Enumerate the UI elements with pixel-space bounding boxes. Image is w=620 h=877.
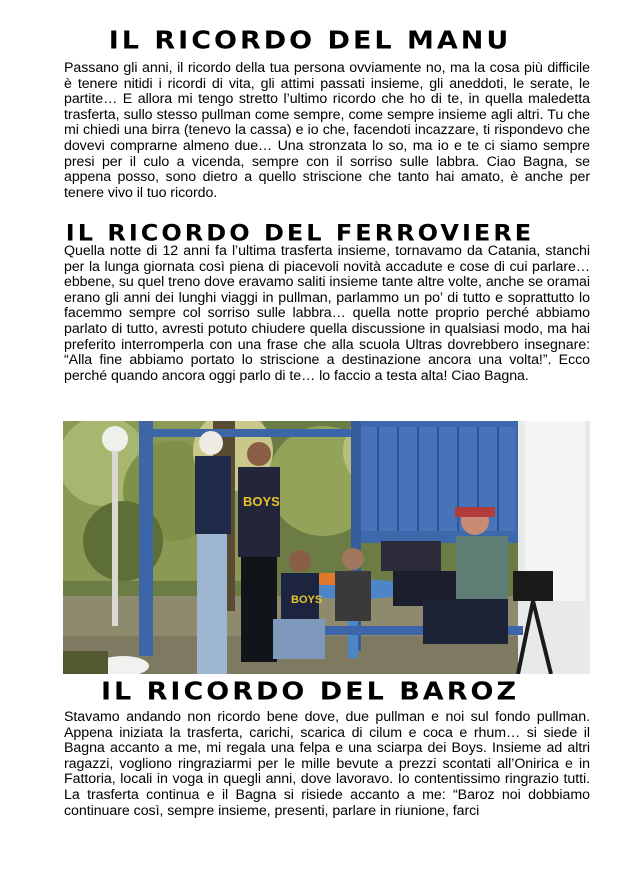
section-heading-baroz: IL RICORDO DEL BAROZ [100, 677, 520, 706]
shirt-logo-2: BOYS [291, 594, 323, 606]
group-photo [63, 421, 590, 674]
section-heading-ferroviere: IL RICORDO DEL FERROVIERE [65, 220, 535, 246]
section-text-manu: Passano gli anni, il ricordo della tua persona ovviamente no, ma la cosa più difficile è tenere nitidi i ricordi di vita, gli attimi passati insieme, gli aneddoti, le serate, le partite… E allora mi tengo stretto l’ultimo ricordo che ho di te, in quella maledetta trasferta, sullo stesso pullman come sempre, come sempre insieme agli altri. Tu che mi chiedi una birra (tenevo la cassa) e io che, facendoti incazzare, ti rispondevo che dovevi comprarne almeno due… Una stronzata lo so, ma io e te ci siamo sempre presi per il culo a vicenda, sempre con il sorriso sulle labbra. Ciao Bagna, se appena posso, sono dietro a quello striscione che tanto hai amato, è anche per tenere vivo il tuo ricordo. [64, 60, 590, 201]
section-text-baroz: Stavamo andando non ricordo bene dove, due pullman e noi sul fondo pullman. Appena iniziata la trasferta, carichi, scarica di cilum e coca e rhum… si siede il Bagna accanto a me, mi regala una felpa e una sciarpa dei Boys. Insieme ad altri ragazzi, vogliono ringraziarmi per le mille bevute a prezzi scontati all’Onirica e in Fattoria, locali in voga in quegli anni, dove lavoravo. Io contentissimo ringrazio tutti. La trasferta continua e il Bagna si risiede accanto a me: “Baroz noi dobbiamo continuare così, sempre insieme, presenti, parlare in riunione, farci [64, 709, 590, 819]
section-text-ferroviere: Quella notte di 12 anni fa l’ultima trasferta insieme, tornavamo da Catania, stanchi per la lunga giornata così piena di piacevoli novità accadute e cose di cui parlare… ebbene, su quel treno dove eravamo saliti insieme tante altre volte, anche se oramai erano gli anni dei lunghi viaggi in pullman, parlammo un po’ di tutto e soprattutto lo facemmo sempre col sorriso sulle labbra… quella notte proprio perché abbiamo parlato di tutto, avresti potuto chiudere quella discussione in qualsiasi modo, ma hai preferito interromperla con una frase che alla scuola Ultras dovrebbero insegnare: “Alla fine abbiamo portato lo striscione a destinazione ancora una volta!”. Ecco perché quando ancora oggi parlo di te… lo faccio a testa alta! Ciao Bagna. [64, 243, 590, 384]
shirt-logo-1: BOYS [243, 494, 280, 509]
section-heading-manu: IL RICORDO DEL MANU [108, 26, 512, 55]
